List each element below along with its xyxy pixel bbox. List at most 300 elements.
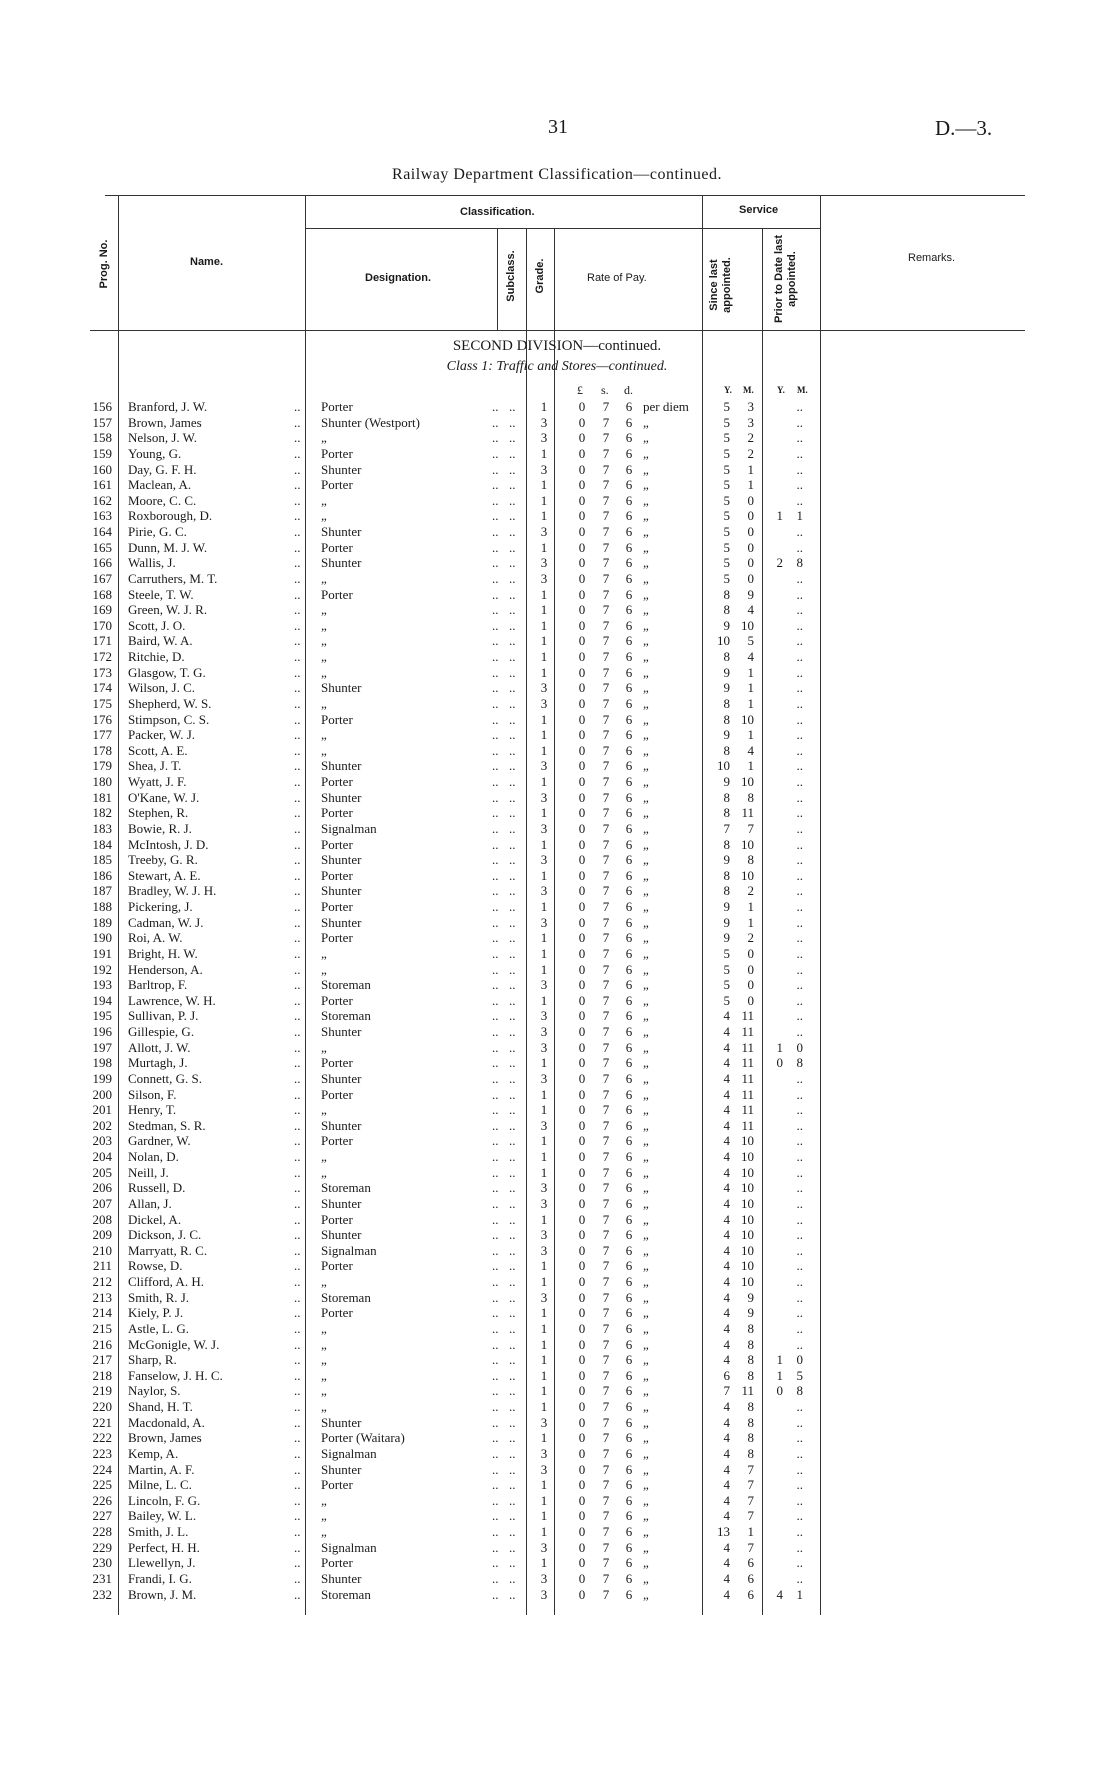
designation: Shunter [321, 1570, 362, 1586]
grade: 1 [540, 1383, 548, 1399]
pay-pence: 6 [625, 820, 633, 836]
prog-no: 217 [92, 1352, 112, 1368]
ditto-mark: „ [643, 1383, 649, 1399]
grade: 1 [540, 1524, 548, 1539]
since-years: 9 [723, 774, 730, 789]
pay-shillings: 7 [602, 570, 610, 586]
pay-pounds: 0 [578, 1227, 586, 1243]
leader-dots: .. [294, 1336, 301, 1352]
prior-dots: .. [796, 774, 803, 789]
leader-dots: .. [509, 1399, 516, 1414]
pay-pounds: 0 [578, 1383, 586, 1399]
since-months: 2 [747, 445, 754, 461]
pay-pence: 6 [625, 961, 633, 977]
ditto-mark: „ [643, 961, 649, 977]
leader-dots: .. [294, 414, 301, 430]
pay-shillings: 7 [602, 602, 610, 618]
prog-no: 157 [92, 414, 112, 430]
pay-pounds: 0 [578, 539, 586, 555]
grade: 1 [540, 1555, 548, 1571]
prog-no: 176 [92, 711, 112, 727]
pay-pence: 6 [625, 399, 633, 414]
grade: 1 [540, 617, 548, 633]
leader-dots: .. [294, 508, 301, 524]
leader-dots: .. [294, 1461, 301, 1477]
header-subclass: Subclass. [505, 250, 517, 302]
unit-pence: d. [624, 383, 633, 397]
since-years: 7 [723, 820, 730, 836]
leader-dots: .. [294, 1070, 301, 1086]
table-row [0, 1055, 1114, 1071]
employee-name: Shea, J. T. [128, 758, 182, 774]
prior-months: 8 [796, 1383, 803, 1399]
prog-no: 159 [92, 445, 112, 461]
employee-name: Roxborough, D. [128, 508, 213, 524]
leader-dots: .. [492, 1289, 499, 1305]
employee-name: Packer, W. J. [128, 727, 195, 743]
leader-dots: .. [294, 930, 301, 946]
since-years: 5 [723, 414, 730, 430]
table-row [0, 1399, 1114, 1415]
leader-dots: .. [294, 1289, 301, 1305]
since-years: 8 [723, 789, 730, 805]
grade: 1 [540, 492, 548, 508]
prior-dots: .. [796, 1227, 803, 1243]
since-years: 4 [723, 1289, 730, 1305]
pay-shillings: 7 [602, 445, 610, 461]
since-years: 9 [723, 664, 730, 680]
employee-name: Clifford, A. H. [128, 1274, 204, 1289]
since-years: 9 [723, 930, 730, 946]
prior-dots: .. [796, 1008, 803, 1024]
prog-no: 232 [92, 1586, 112, 1602]
employee-name: Pickering, J. [128, 899, 193, 914]
table-row [0, 790, 1114, 806]
ditto-mark: „ [643, 461, 649, 477]
designation: „ [321, 1149, 327, 1164]
since-years: 5 [723, 555, 730, 571]
leader-dots: .. [294, 883, 301, 899]
ditto-mark: „ [643, 1508, 649, 1524]
pay-pence: 6 [625, 1445, 633, 1461]
pay-pence: 6 [625, 539, 633, 555]
since-years: 9 [723, 727, 730, 743]
pay-shillings: 7 [602, 883, 610, 899]
leader-dots: .. [294, 1086, 301, 1102]
employee-name: Silson, F. [128, 1086, 177, 1102]
designation: „ [321, 570, 327, 586]
leader-dots: .. [509, 1164, 516, 1180]
ditto-mark: „ [643, 1445, 649, 1461]
designation: Porter [321, 711, 353, 727]
pay-pounds: 0 [578, 617, 586, 633]
table-row [0, 821, 1114, 837]
ditto-mark: „ [643, 649, 649, 664]
pay-pounds: 0 [578, 1555, 586, 1571]
pay-pence: 6 [625, 977, 633, 993]
leader-dots: .. [509, 1117, 516, 1133]
leader-dots: .. [492, 1008, 499, 1024]
pay-pence: 6 [625, 1586, 633, 1602]
pay-pounds: 0 [578, 399, 586, 414]
pay-pounds: 0 [578, 805, 586, 821]
table-row [0, 1587, 1114, 1603]
grade: 3 [540, 914, 548, 930]
prior-dots: .. [796, 633, 803, 649]
table-row [0, 1243, 1114, 1259]
designation: Signalman [321, 1539, 377, 1555]
since-months: 0 [747, 570, 754, 586]
since-years: 5 [723, 977, 730, 993]
grade: 1 [540, 727, 548, 743]
ditto-mark: „ [643, 867, 649, 883]
prior-dots: .. [796, 1258, 803, 1274]
prog-no: 182 [92, 805, 112, 821]
pay-pence: 6 [625, 1086, 633, 1102]
pay-shillings: 7 [602, 1039, 610, 1055]
designation: Shunter [321, 1227, 362, 1243]
pay-pence: 6 [625, 1555, 633, 1571]
grade: 1 [540, 1133, 548, 1149]
since-months: 11 [741, 1055, 754, 1071]
ditto-mark: „ [643, 1414, 649, 1430]
pay-shillings: 7 [602, 1102, 610, 1118]
prog-no: 170 [92, 617, 112, 633]
prior-dots: .. [796, 1305, 803, 1321]
since-years: 8 [723, 586, 730, 602]
prog-no: 161 [92, 477, 112, 493]
ditto-mark: „ [643, 899, 649, 914]
grade: 1 [540, 992, 548, 1008]
leader-dots: .. [294, 1258, 301, 1274]
employee-name: McIntosh, J. D. [128, 836, 209, 852]
grade: 1 [540, 1274, 548, 1289]
prior-dots: .. [796, 1274, 803, 1289]
since-years: 4 [723, 1242, 730, 1258]
since-months: 4 [747, 742, 754, 758]
employee-name: Brown, James [128, 414, 202, 430]
designation: Porter [321, 586, 353, 602]
prior-dots: .. [796, 1399, 803, 1414]
pay-pence: 6 [625, 524, 633, 539]
leader-dots: .. [294, 1133, 301, 1149]
since-months: 2 [747, 430, 754, 446]
prog-no: 164 [92, 524, 112, 539]
leader-dots: .. [492, 1242, 499, 1258]
grade: 3 [540, 977, 548, 993]
prog-no: 187 [92, 883, 112, 899]
leader-dots: .. [294, 742, 301, 758]
since-months: 7 [747, 1508, 754, 1524]
pay-pounds: 0 [578, 961, 586, 977]
since-months: 8 [747, 1399, 754, 1414]
leader-dots: .. [509, 930, 516, 946]
leader-dots: .. [492, 445, 499, 461]
designation: Shunter [321, 789, 362, 805]
table-row [0, 618, 1114, 634]
employee-name: Marryatt, R. C. [128, 1242, 208, 1258]
prior-dots: .. [796, 492, 803, 508]
employee-name: Russell, D. [128, 1180, 186, 1196]
prior-dots: .. [796, 836, 803, 852]
since-months: 10 [741, 867, 754, 883]
since-months: 9 [747, 586, 754, 602]
table-row [0, 1446, 1114, 1462]
since-months: 7 [747, 1539, 754, 1555]
pay-pence: 6 [625, 1117, 633, 1133]
designation: Signalman [321, 820, 377, 836]
leader-dots: .. [509, 852, 516, 868]
table-row [0, 555, 1114, 571]
pay-shillings: 7 [602, 914, 610, 930]
leader-dots: .. [492, 789, 499, 805]
leader-dots: .. [492, 1524, 499, 1539]
prior-dots: .. [796, 899, 803, 914]
since-months: 6 [747, 1555, 754, 1571]
since-months: 10 [741, 711, 754, 727]
pay-pence: 6 [625, 1477, 633, 1493]
prog-no: 222 [92, 1430, 112, 1446]
ditto-mark: „ [643, 524, 649, 539]
ditto-mark: „ [643, 602, 649, 618]
pay-pounds: 0 [578, 445, 586, 461]
employee-name: Smith, J. L. [128, 1524, 189, 1539]
ditto-mark: „ [643, 774, 649, 789]
header-service: Service [739, 204, 779, 216]
table-row [0, 540, 1114, 556]
pay-pounds: 0 [578, 1117, 586, 1133]
ditto-mark: „ [643, 555, 649, 571]
designation: „ [321, 945, 327, 961]
grade: 3 [540, 1414, 548, 1430]
since-months: 6 [747, 1586, 754, 1602]
pay-pounds: 0 [578, 930, 586, 946]
prior-months: 1 [796, 1586, 803, 1602]
ditto-mark: „ [643, 1258, 649, 1274]
prior-dots: .. [796, 570, 803, 586]
prog-no: 199 [92, 1070, 112, 1086]
leader-dots: .. [492, 1070, 499, 1086]
pay-pence: 6 [625, 1524, 633, 1539]
table-row [0, 1024, 1114, 1040]
pay-pence: 6 [625, 1367, 633, 1383]
prog-no: 188 [92, 899, 112, 914]
employee-name: Baird, W. A. [128, 633, 193, 649]
since-months: 7 [747, 1492, 754, 1508]
leader-dots: .. [509, 961, 516, 977]
pay-shillings: 7 [602, 1117, 610, 1133]
leader-dots: .. [509, 1461, 516, 1477]
prog-no: 186 [92, 867, 112, 883]
grade: 1 [540, 649, 548, 664]
employee-name: Murtagh, J. [128, 1055, 188, 1071]
leader-dots: .. [509, 414, 516, 430]
pay-pounds: 0 [578, 867, 586, 883]
grade: 3 [540, 1117, 548, 1133]
prior-dots: .. [796, 399, 803, 414]
since-months: 9 [747, 1305, 754, 1321]
header-since-last: Since last appointed. [708, 257, 733, 313]
pay-shillings: 7 [602, 1195, 610, 1211]
since-years: 4 [723, 1102, 730, 1118]
header-prior-to-date: Prior to Date last appointed. [773, 234, 798, 324]
grade: 3 [540, 1008, 548, 1024]
leader-dots: .. [509, 1383, 516, 1399]
since-months: 11 [741, 1024, 754, 1039]
designation: „ [321, 492, 327, 508]
grade: 3 [540, 1586, 548, 1602]
since-years: 4 [723, 1477, 730, 1493]
grade: 1 [540, 867, 548, 883]
designation: Porter [321, 539, 353, 555]
leader-dots: .. [509, 524, 516, 539]
employee-name: Allan, J. [128, 1195, 172, 1211]
grade: 3 [540, 1070, 548, 1086]
leader-dots: .. [492, 1305, 499, 1321]
prog-no: 175 [92, 695, 112, 711]
leader-dots: .. [294, 1508, 301, 1524]
leader-dots: .. [294, 945, 301, 961]
since-years: 5 [723, 492, 730, 508]
pay-shillings: 7 [602, 1024, 610, 1039]
prog-no: 180 [92, 774, 112, 789]
prior-years: 4 [776, 1586, 783, 1602]
designation: „ [321, 1492, 327, 1508]
leader-dots: .. [492, 1180, 499, 1196]
designation: Shunter [321, 461, 362, 477]
prog-no: 198 [92, 1055, 112, 1071]
pay-shillings: 7 [602, 1492, 610, 1508]
leader-dots: .. [492, 1383, 499, 1399]
grade: 3 [540, 1227, 548, 1243]
leader-dots: .. [509, 1024, 516, 1039]
employee-name: Naylor, S. [128, 1383, 181, 1399]
ditto-mark: „ [643, 805, 649, 821]
leader-dots: .. [294, 1039, 301, 1055]
ditto-mark: „ [643, 445, 649, 461]
leader-dots: .. [294, 711, 301, 727]
grade: 3 [540, 1039, 548, 1055]
leader-dots: .. [509, 508, 516, 524]
since-years: 4 [723, 1180, 730, 1196]
service-underline [702, 228, 820, 229]
leader-dots: .. [294, 664, 301, 680]
pay-shillings: 7 [602, 1430, 610, 1446]
since-months: 5 [747, 633, 754, 649]
pay-shillings: 7 [602, 1055, 610, 1071]
prog-no: 197 [92, 1039, 112, 1055]
grade: 3 [540, 1242, 548, 1258]
prior-dots: .. [796, 1086, 803, 1102]
grade: 1 [540, 1508, 548, 1524]
table-row [0, 1477, 1114, 1493]
table-row [0, 665, 1114, 681]
leader-dots: .. [492, 414, 499, 430]
pay-pounds: 0 [578, 727, 586, 743]
ditto-mark: „ [643, 633, 649, 649]
grade: 3 [540, 680, 548, 696]
table-row [0, 993, 1114, 1009]
leader-dots: .. [509, 727, 516, 743]
since-years: 4 [723, 1461, 730, 1477]
prior-dots: .. [796, 1570, 803, 1586]
leader-dots: .. [492, 1039, 499, 1055]
grade: 1 [540, 1477, 548, 1493]
table-row [0, 649, 1114, 665]
since-months: 0 [747, 992, 754, 1008]
leader-dots: .. [294, 524, 301, 539]
leader-dots: .. [492, 914, 499, 930]
prior-dots: .. [796, 945, 803, 961]
ditto-mark: „ [643, 508, 649, 524]
prog-no: 204 [92, 1149, 112, 1164]
pay-pounds: 0 [578, 430, 586, 446]
since-months: 11 [741, 1070, 754, 1086]
grade: 1 [540, 742, 548, 758]
prior-months: 5 [796, 1367, 803, 1383]
leader-dots: .. [492, 649, 499, 664]
pay-shillings: 7 [602, 1570, 610, 1586]
employee-name: Stewart, A. E. [128, 867, 201, 883]
leader-dots: .. [509, 1274, 516, 1289]
pay-pence: 6 [625, 1352, 633, 1368]
leader-dots: .. [509, 555, 516, 571]
pay-pence: 6 [625, 1070, 633, 1086]
table-row [0, 430, 1114, 446]
employee-name: Wilson, J. C. [128, 680, 196, 696]
grade: 1 [540, 539, 548, 555]
pay-pence: 6 [625, 477, 633, 493]
pay-pounds: 0 [578, 1289, 586, 1305]
table-row [0, 883, 1114, 899]
since-months: 11 [741, 1008, 754, 1024]
prior-dots: .. [796, 852, 803, 868]
since-months: 1 [747, 695, 754, 711]
ditto-mark: „ [643, 711, 649, 727]
prior-years: 2 [776, 555, 783, 571]
ditto-mark: „ [643, 789, 649, 805]
prog-no: 220 [92, 1399, 112, 1414]
classification-table [0, 399, 1114, 1602]
leader-dots: .. [509, 1445, 516, 1461]
table-row [0, 1555, 1114, 1571]
since-months: 11 [741, 1383, 754, 1399]
leader-dots: .. [509, 649, 516, 664]
grade: 3 [540, 1570, 548, 1586]
rule-designation-subclass [497, 228, 498, 330]
table-row [0, 1165, 1114, 1181]
leader-dots: .. [509, 664, 516, 680]
employee-name: Barltrop, F. [128, 977, 188, 993]
employee-name: Milne, L. C. [128, 1477, 192, 1493]
leader-dots: .. [294, 1383, 301, 1399]
leader-dots: .. [509, 899, 516, 914]
table-row [0, 962, 1114, 978]
since-months: 10 [741, 1242, 754, 1258]
leader-dots: .. [294, 633, 301, 649]
designation: Shunter [321, 1024, 362, 1039]
table-row [0, 1524, 1114, 1540]
leader-dots: .. [294, 961, 301, 977]
grade: 1 [540, 602, 548, 618]
ditto-mark: „ [643, 1102, 649, 1118]
leader-dots: .. [509, 617, 516, 633]
ditto-mark: „ [643, 914, 649, 930]
leader-dots: .. [509, 1227, 516, 1243]
pay-pence: 6 [625, 1258, 633, 1274]
employee-name: Allott, J. W. [128, 1039, 191, 1055]
since-years: 4 [723, 1227, 730, 1243]
